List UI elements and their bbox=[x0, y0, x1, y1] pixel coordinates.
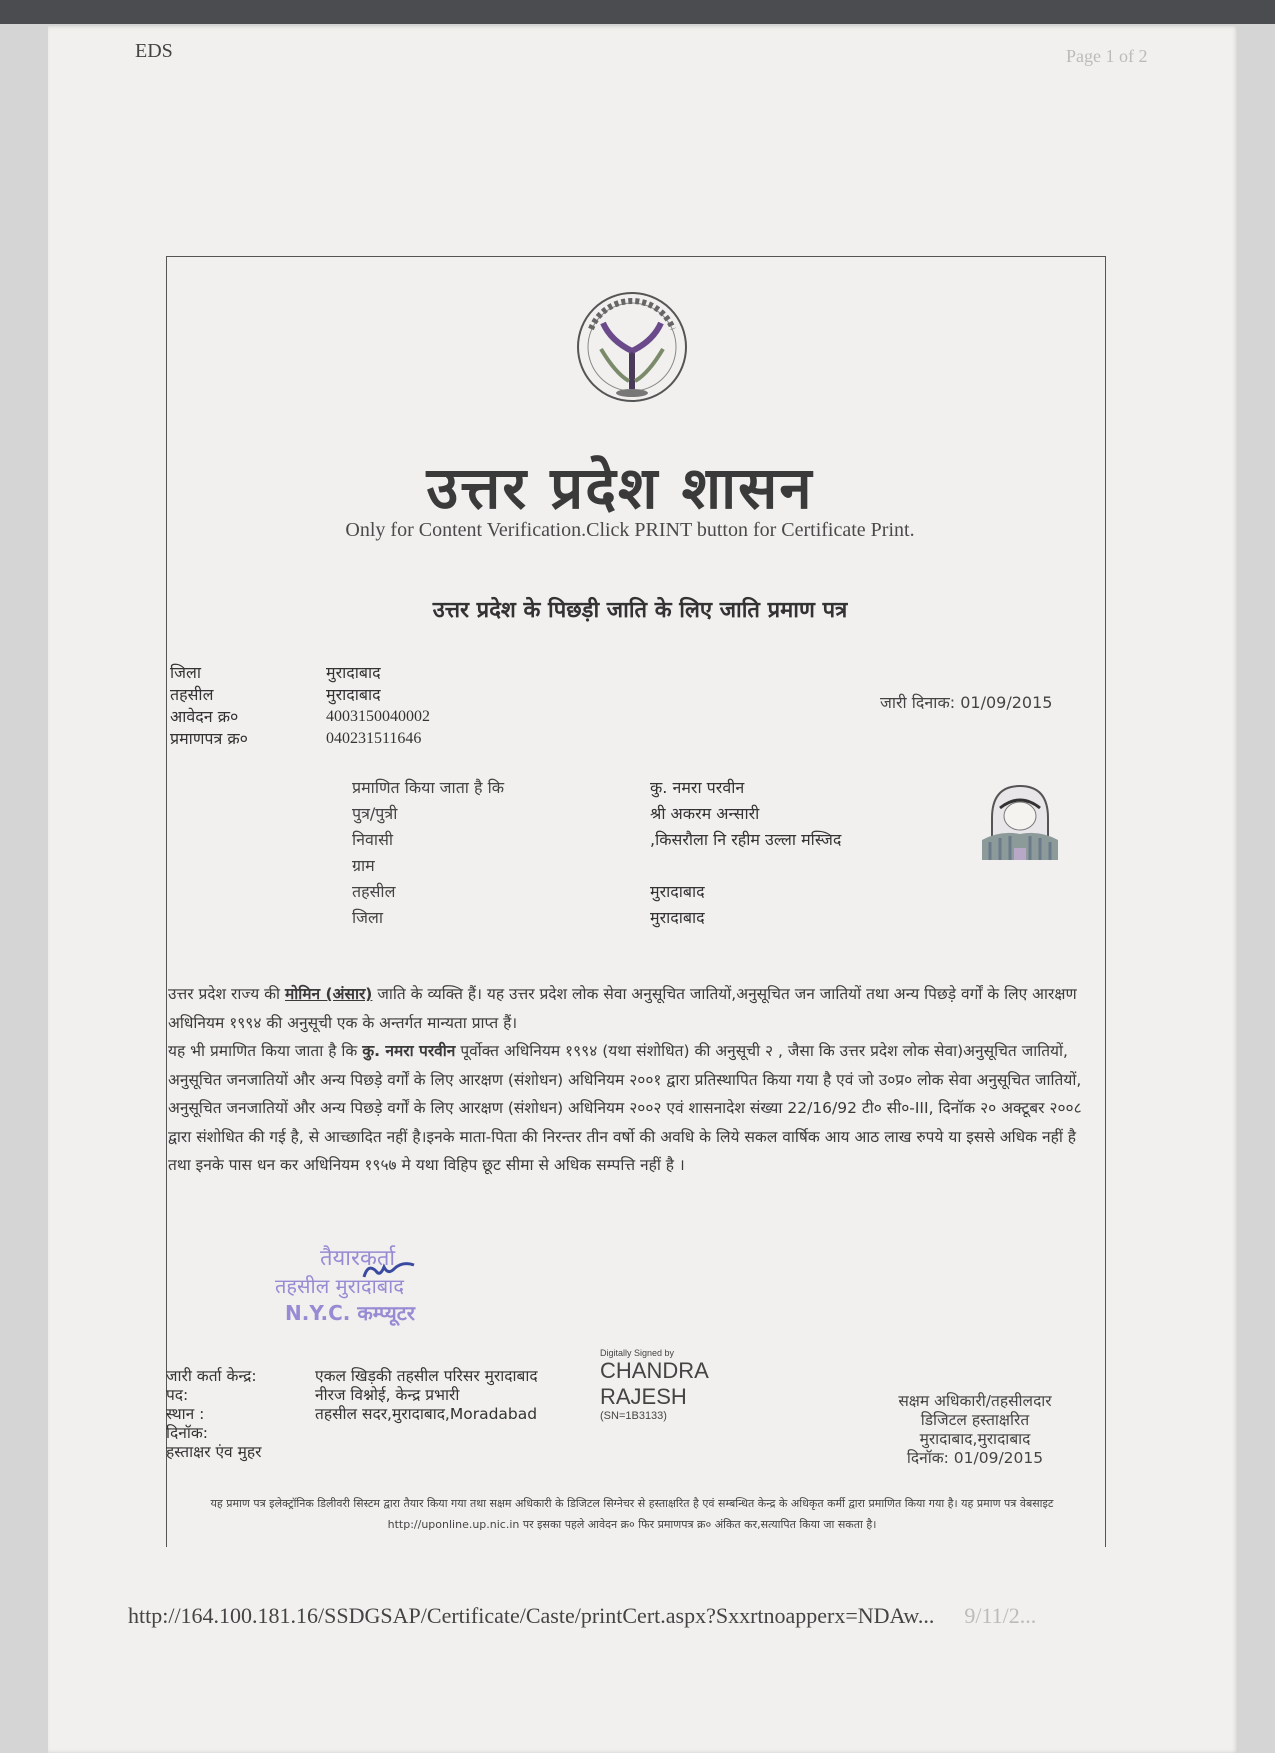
issuer-label: स्थान : bbox=[166, 1405, 205, 1423]
body-text-span: उत्तर प्रदेश राज्य की bbox=[168, 985, 285, 1003]
issuer-value: तहसील सदर,मुरादाबाद,Moradabad bbox=[315, 1405, 538, 1423]
body-paragraph-2 bbox=[168, 1037, 1088, 1180]
digsig-name-2: RAJESH bbox=[600, 1384, 687, 1409]
body-paragraph-1 bbox=[168, 980, 1088, 1037]
officer-date: दिनॉक: 01/09/2015 bbox=[906, 1449, 1044, 1467]
issuer-label: जारी कर्ता केन्द्र: bbox=[166, 1367, 257, 1385]
detail-value: 040231511646 bbox=[326, 730, 422, 747]
stamp-line-2: तहसील मुरादाबाद bbox=[275, 1274, 404, 1298]
digital-signature-block bbox=[600, 1348, 709, 1422]
page-title: उत्तर प्रदेश शासन bbox=[426, 454, 814, 522]
applicant-photo bbox=[970, 778, 1070, 860]
certify-value: ,किसरौला नि रहीम उल्ला मस्जिद bbox=[650, 830, 842, 849]
detail-value: मुरादाबाद bbox=[326, 663, 381, 682]
certify-values bbox=[650, 775, 970, 931]
certificate-heading: उत्तर प्रदेश के पिछड़ी जाति के लिए जाति प्रमाण पत्र bbox=[432, 598, 848, 623]
issue-date: जारी दिनाक: 01/09/2015 bbox=[880, 693, 1053, 712]
certify-value: कु. नमरा परवीन bbox=[650, 778, 745, 797]
certify-value: मुरादाबाद bbox=[650, 882, 705, 901]
footer-url: http://164.100.181.16/SSDGSAP/Certificate/Caste/printCert.aspx?Sxxrtnoapperx=NDAw... bbox=[128, 1603, 935, 1628]
initials-mark bbox=[360, 1255, 420, 1285]
stamp-line-1: तैयारकर्ता bbox=[320, 1246, 396, 1271]
print-url-footer bbox=[128, 1603, 1036, 1629]
digsig-caption: Digitally Signed by bbox=[600, 1348, 675, 1358]
certify-label: निवासी bbox=[352, 830, 394, 849]
applicant-name: कु. नमरा परवीन bbox=[362, 1042, 456, 1060]
details-values bbox=[326, 662, 626, 750]
certify-label: जिला bbox=[352, 908, 384, 927]
certify-label: प्रमाणित किया जाता है कि bbox=[352, 778, 505, 797]
digsig-serial: (SN=1B3133) bbox=[600, 1410, 667, 1422]
footer-date: 9/11/2... bbox=[964, 1603, 1037, 1628]
header-page-number: Page 1 of 2 bbox=[1066, 46, 1148, 66]
details-labels bbox=[170, 662, 320, 750]
detail-label: प्रमाणपत्र क्र० bbox=[170, 729, 248, 748]
scanner-top-band bbox=[0, 0, 1275, 24]
certify-label: ग्राम bbox=[352, 856, 375, 875]
officer-line-2: डिजिटल हस्ताक्षरित bbox=[920, 1411, 1030, 1429]
certificate-body bbox=[168, 980, 1088, 1180]
body-text-span: जाति के व्यक्ति हैं। यह उत्तर प्रदेश लोक सेवा अनुसूचित जातियों,अनुसूचित जन जातियों तथा अन्य पिछड़े वर्गों के लिए आरक्षण अधिनियम १९९४ की अनुसूची एक के अन्तर्गत मान्यता प्राप्त हैं। bbox=[168, 985, 1077, 1032]
officer-line-3: मुरादाबाद,मुरादाबाद bbox=[919, 1430, 1031, 1448]
issuer-values bbox=[315, 1367, 538, 1424]
issuer-label: पद: bbox=[166, 1386, 189, 1404]
issuer-value: नीरज विश्नोई, केन्द्र प्रभारी bbox=[315, 1386, 460, 1404]
certify-label: पुत्र/पुत्री bbox=[352, 804, 398, 823]
detail-label: आवेदन क्र० bbox=[170, 707, 239, 726]
stamp-line-3: N.Y.C. कम्प्यूटर bbox=[285, 1301, 415, 1325]
officer-line-1: सक्षम अधिकारी/तहसीलदार bbox=[898, 1392, 1052, 1410]
caste-name: मोमिन (अंसार) bbox=[284, 985, 373, 1003]
detail-label: जिला bbox=[170, 663, 202, 682]
certify-labels bbox=[352, 775, 652, 931]
header-left: EDS bbox=[135, 40, 173, 62]
verification-notice: Only for Content Verification.Click PRINT button for Certificate Print. bbox=[345, 519, 915, 541]
certify-value: मुरादाबाद bbox=[650, 908, 705, 927]
certify-value bbox=[650, 853, 970, 879]
detail-label: तहसील bbox=[170, 685, 214, 704]
digsig-name-1: CHANDRA bbox=[600, 1358, 709, 1383]
detail-value: 4003150040002 bbox=[326, 708, 430, 725]
issuer-label: दिनॉक: bbox=[166, 1424, 208, 1442]
officer-signature-block bbox=[860, 1392, 1090, 1468]
verification-footnote: यह प्रमाण पत्र इलेक्ट्रॉनिक डिलीवरी सिस्टम द्वारा तैयार किया गया तथा सक्षम अधिकारी के डिजिटल सिग्नेचर से हस्ताक्षरित है एवं सम्बन्धित केन्द्र के अधिकृत कर्मी द्वारा प्रमाणित किया गया है। यह प्रमाण पत्र वेबसाइट http://uponline.up.nic.in पर इसका पहले आवेदन क्र० फिर प्रमाणपत्र क्र० अंकित कर,सत्यापित किया जा सकता है। bbox=[210, 1497, 1054, 1531]
issuer-labels bbox=[166, 1367, 261, 1462]
detail-value: मुरादाबाद bbox=[326, 685, 381, 704]
issuer-label: हस्ताक्षर एंव मुहर bbox=[166, 1443, 262, 1461]
up-govt-emblem bbox=[571, 289, 693, 405]
issuer-value: एकल खिड़की तहसील परिसर मुरादाबाद bbox=[315, 1367, 538, 1385]
certify-value: श्री अकरम अन्सारी bbox=[650, 804, 760, 823]
body-text-span: यह भी प्रमाणित किया जाता है कि bbox=[168, 1042, 363, 1060]
certify-label: तहसील bbox=[352, 882, 396, 901]
body-text-span: पूर्वोक्त अधिनियम १९९४ (यथा संशोधित) की अनुसूची २ , जैसा कि उत्तर प्रदेश लोक सेवा)अनुसूचित जातियों, अनुसूचित जनजातियों और अन्य पिछड़े वर्गों के लिए आरक्षण (संशोधन) अधिनियम २००१ द्वारा प्रतिस्थापित किया गया है एवं जो उ०प्र० लोक सेवा अनुसूचित जातियों, अनुसूचित जनजातियों और अन्य पिछड़े वर्गों के लिए आरक्षण (संशोधन) अधिनियम २००२ एवं शासनादेश संख्या 22/16/92 टी० सी०-III, दिनॉक २० अक्टूबर २००८ द्वारा संशोधित की गई है, से आच्छादित नहीं है।इनके माता-पिता की निरन्तर तीन वर्षो की अवधि के लिये सकल वार्षिक आय आठ लाख रुपये या इससे अधिक नहीं है तथा इनके पास धन कर अधिनियम १९५७ मे यथा विहिप छूट सीमा से अधिक सम्पत्ति नहीं है । bbox=[168, 1042, 1082, 1174]
